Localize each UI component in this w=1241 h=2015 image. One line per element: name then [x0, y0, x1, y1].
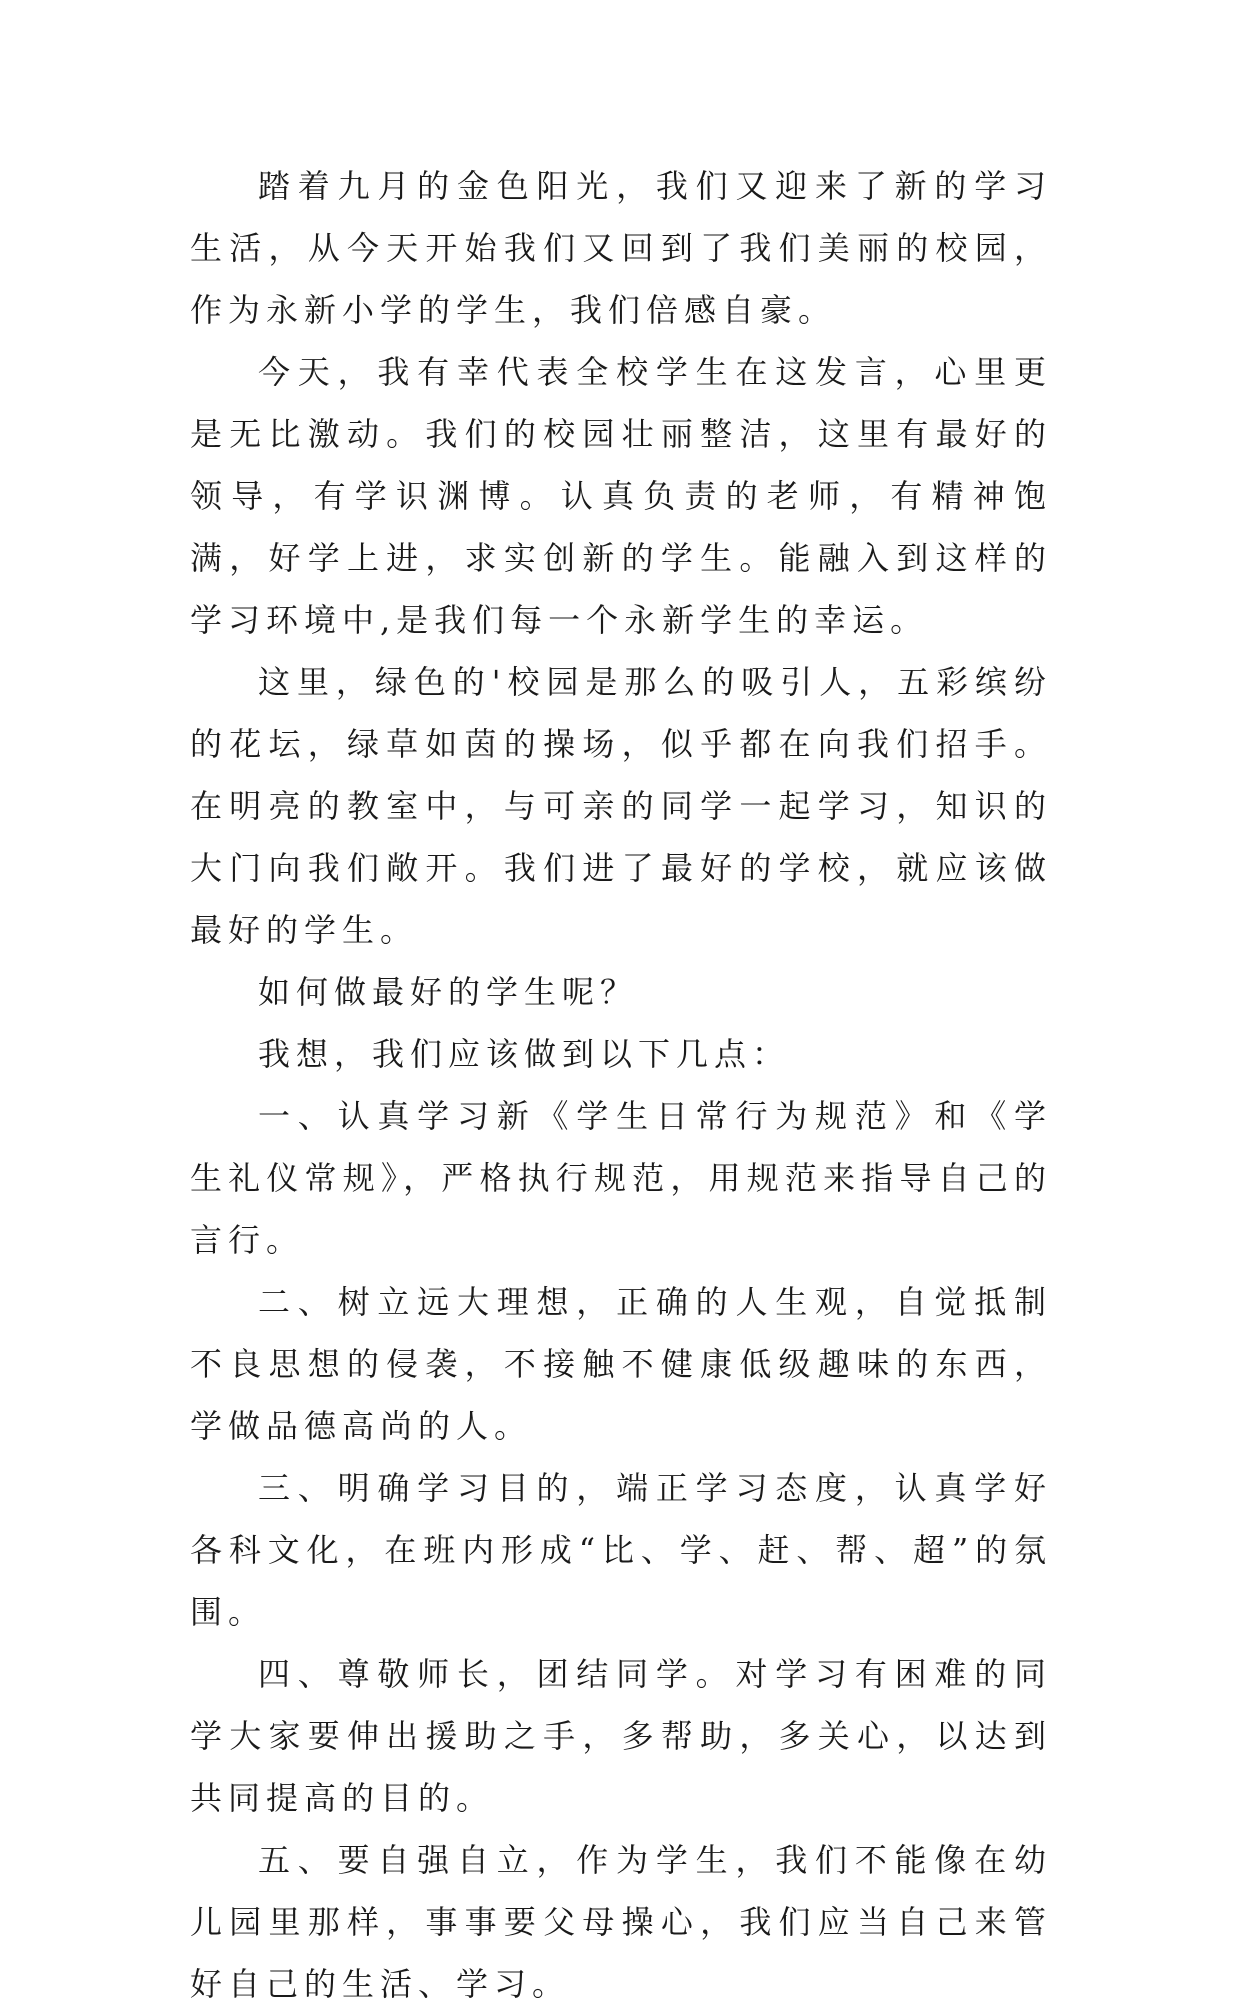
- paragraph-9: 四、尊敬师长，团结同学。对学习有困难的同学大家要伸出援助之手，多帮助，多关心，以达到共同提高的目的。: [190, 1655, 1052, 1817]
- paragraph-1: 踏着九月的金色阳光，我们又迎来了新的学习生活，从今天开始我们又回到了我们美丽的校园，作为永新小学的学生，我们倍感自豪。: [190, 167, 1052, 329]
- paragraph-3: 这里，绿色的'校园是那么的吸引人，五彩缤纷的花坛，绿草如茵的操场，似乎都在向我们招手。在明亮的教室中，与可亲的同学一起学习，知识的大门向我们敞开。我们进了最好的学校，就应该做最好的学生。: [190, 663, 1052, 949]
- paragraph-7: 二、树立远大理想，正确的人生观，自觉抵制不良思想的侵袭，不接触不健康低级趣味的东西，学做品德高尚的人。: [190, 1283, 1052, 1445]
- paragraph-4: 如何做最好的学生呢？: [258, 973, 639, 1011]
- paragraph-8: 三、明确学习目的，端正学习态度，认真学好各科文化，在班内形成“比、学、赶、帮、超”的氛围。: [190, 1469, 1052, 1631]
- paragraph-2: 今天，我有幸代表全校学生在这发言，心里更是无比激动。我们的校园壮丽整洁，这里有最好的领导，有学识渊博。认真负责的老师，有精神饱满，好学上进，求实创新的学生。能融入到这样的学习环境中,是我们每一个永新学生的幸运。: [190, 353, 1052, 639]
- paragraph-10: 五、要自强自立，作为学生，我们不能像在幼儿园里那样，事事要父母操心，我们应当自己来管好自己的生活、学习。: [190, 1841, 1052, 2003]
- document-body: [190, 155, 1052, 2015]
- paragraph-5: 我想，我们应该做到以下几点：: [258, 1035, 791, 1073]
- paragraph-6: 一、认真学习新《学生日常行为规范》和《学生礼仪常规》，严格执行规范，用规范来指导自己的言行。: [190, 1097, 1052, 1259]
